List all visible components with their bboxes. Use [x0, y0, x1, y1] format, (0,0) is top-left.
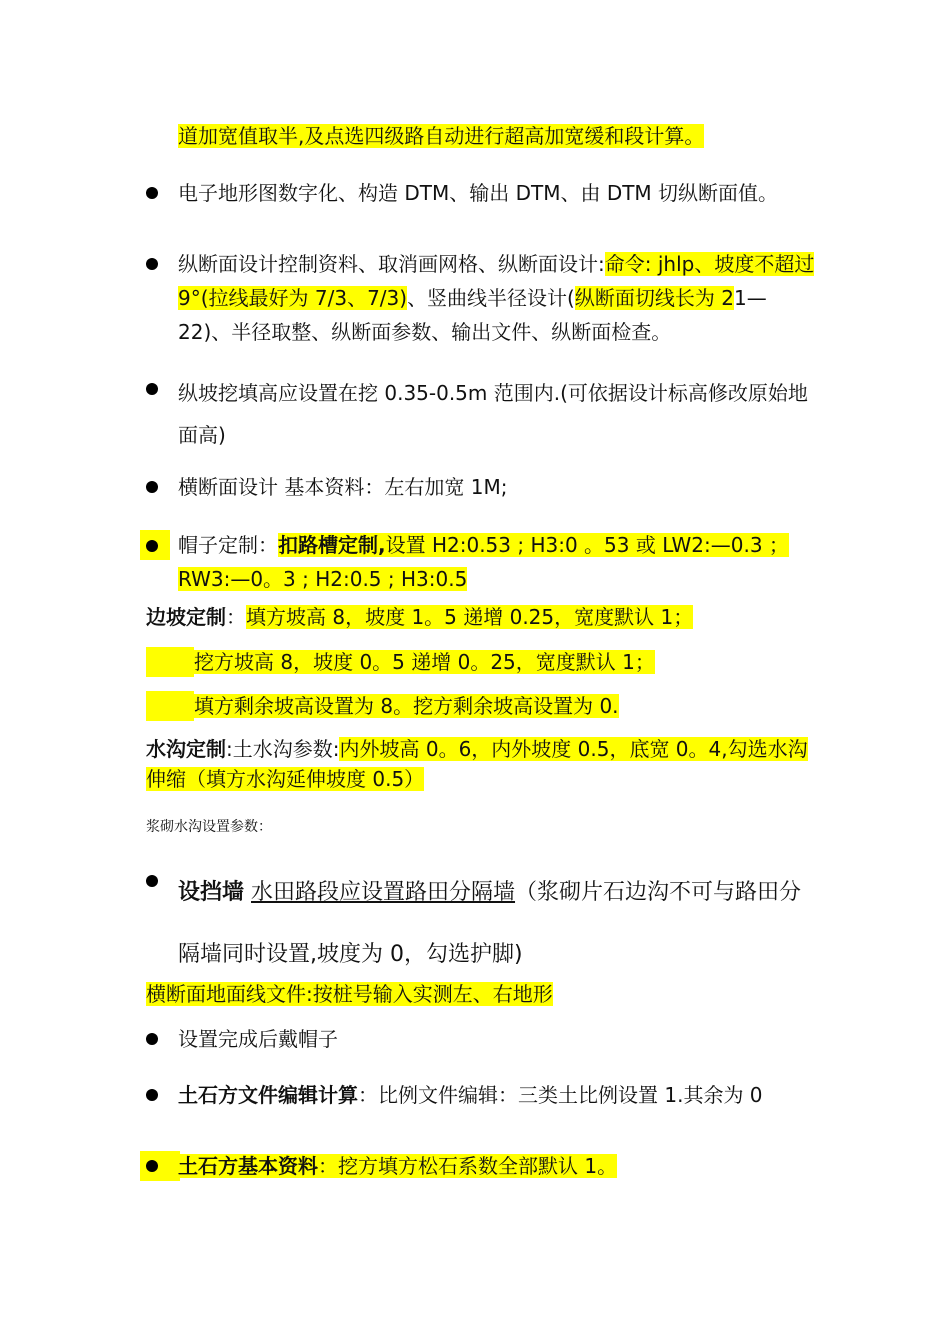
bullet-icon [146, 258, 158, 270]
bullet-icon [146, 1160, 158, 1172]
list-item: 纵坡挖填高应设置在挖 0.35-0.5m 范围内.(可依据设计标高修改原始地面高) [178, 381, 808, 447]
list-item: 电子地形图数字化、构造 DTM、输出 DTM、由 DTM 切纵断面值。 [178, 181, 779, 205]
bullet-icon [146, 1089, 158, 1101]
slope-line-3: 填方剩余坡高设置为 8。挖方剩余坡高设置为 0. [194, 694, 619, 718]
list-item: 帽子定制：扣路槽定制,设置 H2:0.53 ; H3:0 。53 或 LW2:—0.3 ；RW3:—0。3 ; H2:0.5 ; H3:0.5 [178, 533, 789, 591]
bullet-icon [146, 875, 158, 887]
list-item: 土石方文件编辑计算：比例文件编辑：三类土比例设置 1.其余为 0 [178, 1083, 763, 1107]
bullet-icon [146, 1033, 158, 1045]
list-item: 设置完成后戴帽子 [178, 1027, 338, 1051]
list-item: 纵断面设计控制资料、取消画网格、纵断面设计:命令: jhlp、坡度不超过 9°(拉线最好为 7/3、7/3)、竖曲线半径设计(纵断面切线长为 21—22)、半径取整、纵断面参数、输出文件、纵断面检查。 [178, 252, 815, 344]
cross-section-file: 横断面地面线文件:按桩号输入实测左、右地形 [146, 982, 553, 1006]
bullet-icon [146, 383, 158, 395]
list-item: 土石方基本资料：挖方填方松石系数全部默认 1。 [178, 1154, 618, 1178]
bullet-icon [146, 187, 158, 199]
slope-line-2: 挖方坡高 8，坡度 0。5 递增 0。25，宽度默认 1； [194, 650, 655, 674]
ditch-paragraph: 水沟定制:土水沟参数:内外坡高 0。6，内外坡度 0.5，底宽 0。4,勾选水沟伸缩（填方水沟延伸坡度 0.5） [146, 737, 808, 791]
paragraph-continuation: 道加宽值取半,及点选四级路自动进行超高加宽缓和段计算。 [178, 124, 705, 148]
small-note: 浆砌水沟设置参数： [146, 819, 272, 835]
highlight-indent [146, 647, 194, 677]
bullet-icon [146, 481, 158, 493]
list-item: 设挡墙 水田路段应设置路田分隔墙（浆砌片石边沟不可与路田分隔墙同时设置,坡度为 0，勾选护脚) [178, 880, 802, 967]
bullet-icon [146, 540, 158, 552]
highlight-indent [146, 691, 194, 721]
slope-line-1: 边坡定制：填方坡高 8，坡度 1。5 递增 0.25，宽度默认 1； [146, 605, 694, 629]
list-item: 横断面设计 基本资料：左右加宽 1M; [178, 475, 508, 499]
